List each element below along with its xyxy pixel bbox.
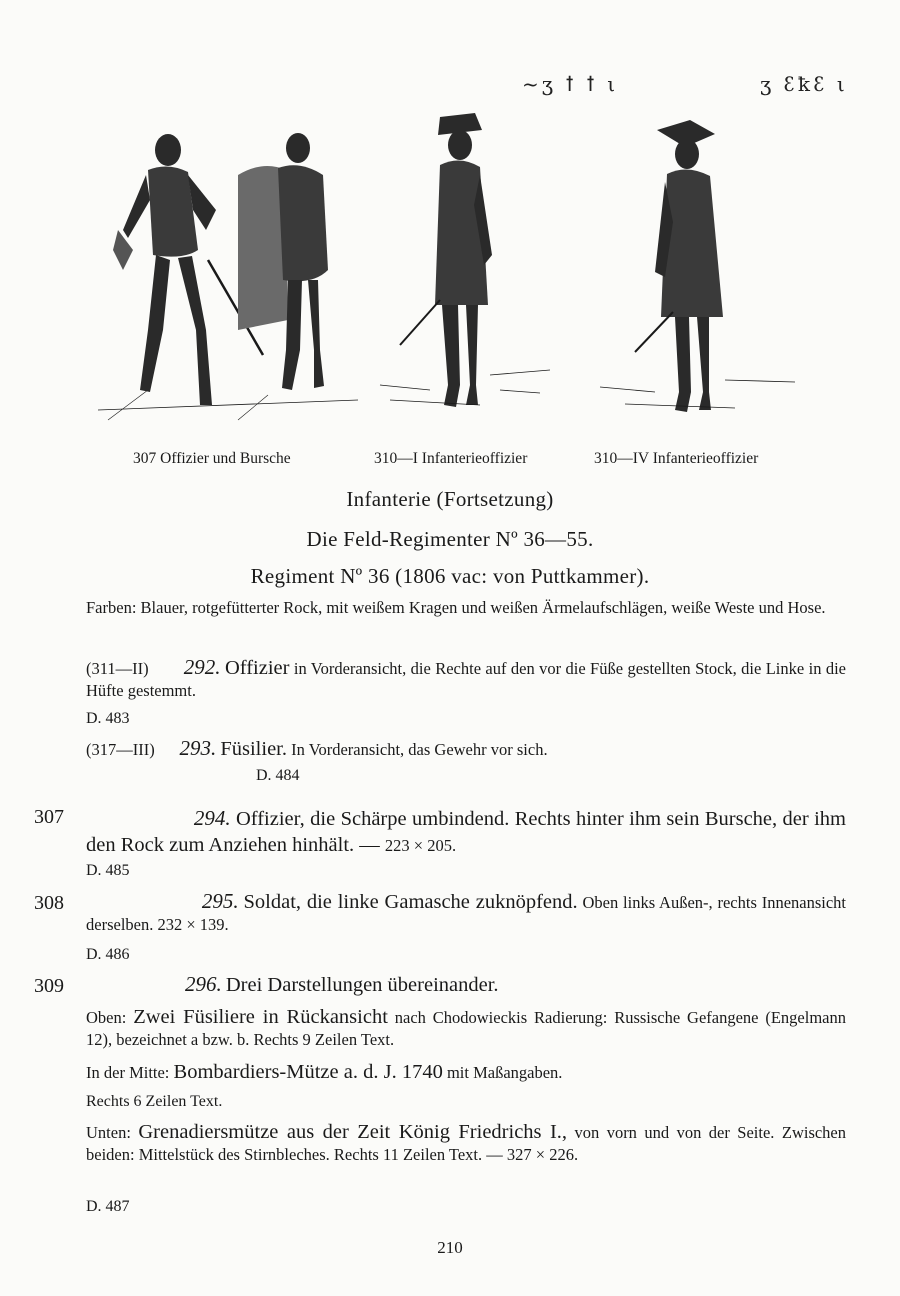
margin-number: 309 <box>34 975 64 997</box>
entry-title: Offizier <box>224 657 290 679</box>
entry-dimensions: 232 × 139. <box>157 915 229 934</box>
colors-paragraph <box>86 597 846 619</box>
entry-text: In Vorderansicht, das Gewehr vor sich. <box>287 740 548 759</box>
margin-number: 308 <box>34 892 64 914</box>
entry-d-ref: D. 483 <box>86 710 130 727</box>
detail-bottom <box>86 1121 846 1166</box>
figure-officer-and-servant <box>88 120 368 440</box>
entry-title: Drei Darstellungen übereinander. <box>225 974 499 996</box>
entry-dimensions: 223 × 205. <box>384 836 457 855</box>
figure-infantry-officer-4 <box>595 112 805 427</box>
entry-number: 292. <box>183 655 221 679</box>
entry-text: in Vorderansicht, die Rechte auf den vor die Füße gestellten Stock, die Linke in die Hüfte gestemmt. <box>86 659 847 700</box>
colors-label: Farben: <box>86 598 137 617</box>
detail-middle-text2: Rechts 6 Zeilen Text. <box>86 1093 223 1110</box>
entry-title: Offizier, die Schärpe umbindend. Rechts hinter ihm sein Bursche, der ihm den Rock zum Anziehen hinhält. — <box>86 808 846 856</box>
subsection-heading: Die Feld-Regimenter Nº 36—55. <box>306 527 594 551</box>
detail-label: Oben: <box>86 1008 127 1027</box>
entry-title: Soldat, die linke Gamasche zuknöpfend. <box>243 891 578 913</box>
entry-ref: (317—III) <box>86 740 155 759</box>
entry-292 <box>86 656 846 702</box>
entry-294 <box>86 805 846 859</box>
detail-label: In der Mitte: <box>86 1063 170 1082</box>
entry-d-ref: D. 486 <box>86 946 130 963</box>
handwritten-mark-right: ʒ ꜫꝁꜫ ι <box>760 72 848 96</box>
detail-top <box>86 1006 846 1051</box>
entry-text: Oben links Außen-, rechts Innenansicht derselben. <box>86 893 847 934</box>
detail-text: mit Maßangaben. <box>442 1063 563 1082</box>
entry-d-ref: D. 487 <box>86 1198 130 1215</box>
entry-number: 293. <box>179 736 217 760</box>
colors-text: Blauer, rotgefütterter Rock, mit weißem Kragen und weißen Ärmelaufschlägen, weiße Weste und Hose. <box>140 598 826 617</box>
figure-caption-310-iv: 310—IV Infanterieoffizier <box>594 450 759 467</box>
margin-number: 307 <box>34 806 64 828</box>
regiment-heading: Regiment Nº 36 (1806 vac: von Puttkammer). <box>250 564 650 588</box>
detail-title: Zwei Füsiliere in Rückansicht <box>133 1006 388 1028</box>
entry-number: 294. <box>193 806 231 830</box>
figure-caption-307: 307 Offizier und Bursche <box>133 450 291 467</box>
detail-dimensions: 327 × 226. <box>506 1145 579 1164</box>
entry-title: Füsilier. <box>220 738 287 760</box>
page-number: 210 <box>437 1238 463 1257</box>
detail-text: nach Chodowieckis Radierung: Russische Gefangene (Engelmann 12), bezeichnet a bzw. b. Rechts 9 Zeilen Text. <box>86 1008 846 1049</box>
handwritten-mark-left: ~ʒ ꝉ ꝉ ι <box>522 72 619 96</box>
section-heading: Infanterie (Fortsetzung) <box>346 487 554 511</box>
detail-title: Grenadiersmütze aus der Zeit König Friedrichs I., <box>138 1121 568 1143</box>
detail-title: Bombardiers-Mütze a. d. J. 1740 <box>173 1061 443 1083</box>
entry-number: 295. <box>201 889 239 913</box>
entry-293 <box>86 737 846 761</box>
detail-middle <box>86 1061 846 1084</box>
entry-295 <box>86 890 846 936</box>
entry-d-ref: D. 485 <box>86 862 130 879</box>
figure-infantry-officer-1 <box>370 105 570 425</box>
figure-caption-310-i: 310—I Infanterieoffizier <box>374 450 528 467</box>
entry-ref: (311—II) <box>86 659 149 678</box>
detail-text: von vorn und von der Seite. Zwischen beiden: Mittelstück des Stirnbleches. Rechts 11 Zeilen Text. — <box>86 1123 847 1164</box>
entry-d-ref: D. 484 <box>256 767 300 784</box>
entry-296 <box>86 973 846 997</box>
detail-label: Unten: <box>86 1123 131 1142</box>
entry-number: 296. <box>185 972 222 996</box>
